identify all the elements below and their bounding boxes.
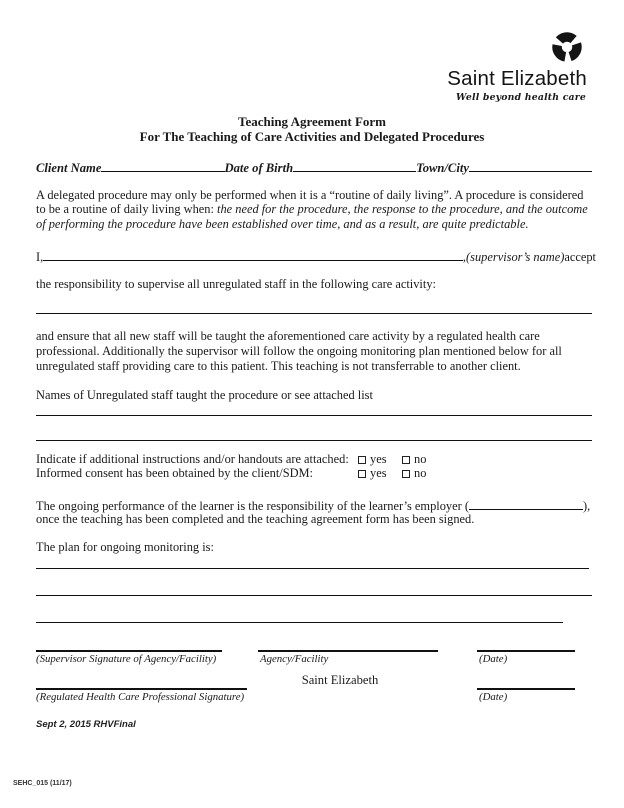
consent-no-checkbox[interactable]	[402, 470, 410, 478]
monitoring-plan-label: The plan for ongoing monitoring is:	[36, 540, 214, 554]
handouts-yes-option	[358, 452, 387, 467]
employer-line2: once the teaching has been completed and the teaching agreement form has been signed.	[36, 512, 475, 526]
care-activity-field[interactable]	[36, 300, 592, 314]
date2-field[interactable]	[477, 676, 575, 690]
monitoring-plan-field-1[interactable]	[36, 555, 589, 569]
intro-text-italic: the need for the procedure, the response to the procedure, and the outcome of performing the procedure have been established over time, and as a result, are quite predictable.	[36, 202, 588, 231]
consent-no-option	[402, 466, 426, 481]
brand-wordmark: Saint Elizabeth	[447, 67, 587, 90]
handouts-attached-label: Indicate if additional instructions and/or handouts are attached:	[36, 452, 349, 466]
ensure-paragraph: and ensure that all new staff will be taught the aforementioned care activity by a regulated health care professional. Additionally the supervisor will follow the ongoing monitoring plan mentioned below for all unregulated staff providing care to this patient. This teaching is not transferrable to another client.	[36, 329, 562, 373]
town-city-label: Town/City	[416, 161, 469, 175]
intro-text-normal: A delegated procedure may only be performed when it is a “routine of daily living”. A procedure is considered to be a routine of daily living when:	[36, 188, 584, 217]
form-title	[0, 115, 624, 144]
rhcp-signature-label: (Regulated Health Care Professional Signature)	[36, 691, 245, 703]
employer-name-field[interactable]	[469, 497, 583, 510]
supervisor-name-hint: (supervisor’s name)	[466, 250, 565, 264]
handouts-no-option	[402, 452, 426, 467]
supervisor-name-field[interactable]	[43, 248, 463, 261]
employer-text-after: ),	[582, 499, 591, 513]
agency-facility-field[interactable]	[258, 638, 438, 652]
intro-paragraph	[36, 188, 593, 231]
agency-facility-label: Agency/Facility	[260, 653, 329, 665]
handouts-yes-checkbox[interactable]	[358, 456, 366, 464]
handouts-yes-label: yes	[370, 452, 387, 466]
agency-facility-value: Saint Elizabeth	[301, 673, 379, 687]
saint-elizabeth-logo-icon	[548, 28, 586, 71]
unregulated-staff-field-1[interactable]	[36, 402, 592, 416]
supervisor-statement-line2: the responsibility to supervise all unregulated staff in the following care activity:	[36, 277, 436, 291]
unregulated-staff-field-2[interactable]	[36, 427, 592, 441]
form-title-line1: Teaching Agreement Form	[237, 114, 387, 129]
date1-field[interactable]	[477, 638, 575, 652]
consent-yes-label: yes	[370, 466, 387, 480]
handouts-no-checkbox[interactable]	[402, 456, 410, 464]
client-identification-row	[36, 159, 592, 176]
consent-yes-checkbox[interactable]	[358, 470, 366, 478]
supervisor-signature-label: (Supervisor Signature of Agency/Facility)	[36, 653, 217, 665]
handouts-attached-row	[36, 452, 592, 467]
client-name-label: Client Name	[36, 161, 102, 175]
date-of-birth-label: Date of Birth	[224, 161, 294, 175]
consent-yes-option	[358, 466, 387, 481]
supervisor-suffix: accept	[564, 250, 596, 264]
unregulated-staff-label: Names of Unregulated staff taught the procedure or see attached list	[36, 388, 373, 402]
supervisor-statement-line	[36, 248, 596, 265]
date-of-birth-field[interactable]	[293, 159, 416, 172]
version-note: Sept 2, 2015 RHVFinal	[36, 719, 136, 730]
client-name-field[interactable]	[101, 159, 224, 172]
brand-tagline: Well beyond health care	[455, 91, 586, 103]
date2-label: (Date)	[479, 691, 508, 703]
logo	[367, 28, 587, 103]
supervisor-comma: ,	[462, 250, 467, 264]
employer-line1	[36, 497, 596, 513]
informed-consent-label: Informed consent has been obtained by the client/SDM:	[36, 466, 313, 480]
monitoring-plan-field-3[interactable]	[36, 609, 563, 623]
town-city-field[interactable]	[469, 159, 592, 172]
rhcp-signature-field[interactable]	[36, 676, 247, 690]
form-title-line2: For The Teaching of Care Activities and Delegated Procedures	[139, 128, 485, 144]
form-code: SEHC_015 (11/17)	[13, 780, 72, 787]
date1-label: (Date)	[479, 653, 508, 665]
supervisor-signature-field[interactable]	[36, 638, 222, 652]
supervisor-prefix: I,	[36, 250, 44, 264]
consent-no-label: no	[414, 466, 427, 480]
informed-consent-row	[36, 466, 592, 481]
handouts-no-label: no	[414, 452, 427, 466]
monitoring-plan-field-2[interactable]	[36, 582, 592, 596]
employer-text-before: The ongoing performance of the learner is the responsibility of the learner’s employer (	[36, 499, 469, 513]
